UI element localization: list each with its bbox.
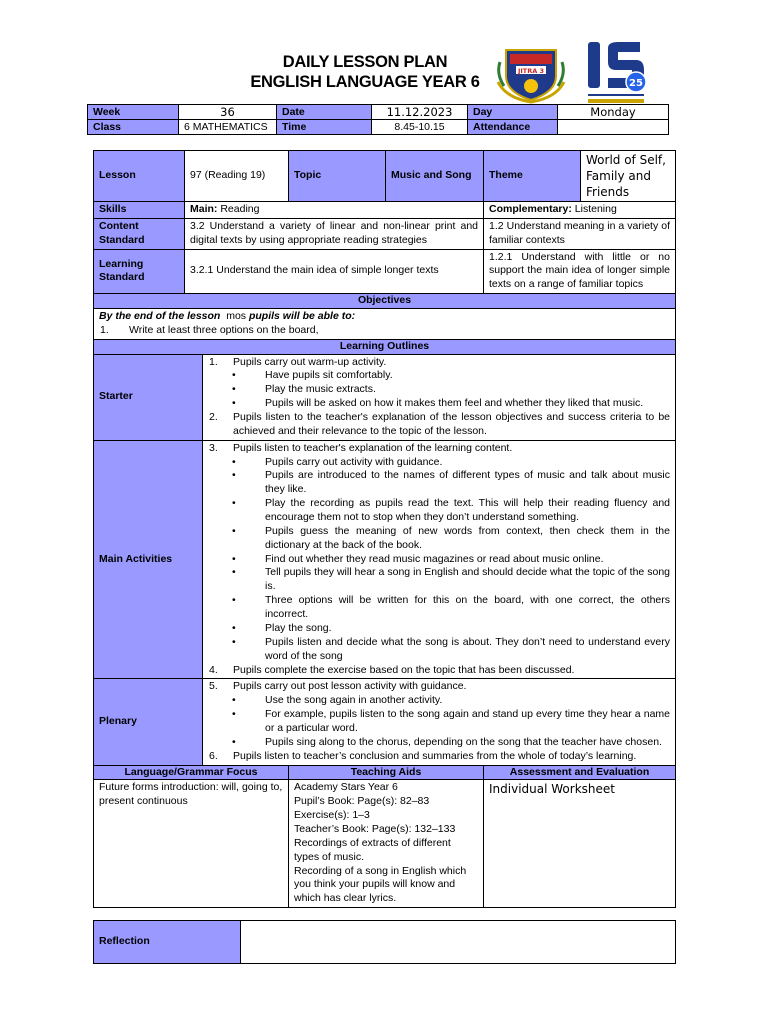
date-value: 11.12.2023	[372, 105, 468, 120]
list-item: Pupil’s Book: Page(s): 82–83	[294, 795, 430, 808]
info-table	[87, 104, 669, 135]
list-item: Exercise(s): 1–3	[294, 809, 370, 822]
list-item: Academy Stars Year 6	[294, 781, 398, 794]
learning-standard-comp: 1.2.1 Understand with little or no support the main idea of longer simple texts on a range of familiar topics	[484, 249, 676, 294]
plenary-step-5-number: 5.	[209, 680, 218, 693]
starter-content	[203, 354, 676, 440]
plenary-step-5	[203, 680, 670, 694]
topic-value: Music and Song	[386, 151, 484, 202]
list-item: • Pupils sing along to the chorus, depending on the song that the teacher have chosen.	[203, 736, 670, 750]
skills-main	[185, 202, 484, 219]
title-line-1: DAILY LESSON PLAN	[282, 53, 448, 71]
main-step-3-text: Pupils listen to teacher's explanation of the learning content.	[233, 441, 513, 454]
content-standard-label: Content Standard	[94, 218, 185, 249]
objectives-intro-a: By the end of the lesson	[99, 310, 221, 323]
main-bullets	[203, 456, 670, 664]
plenary-step-6-text: Pupils listen to teacher’s conclusion and summaries from the whole of today’s learning.	[233, 749, 637, 762]
main-step-4	[203, 664, 670, 678]
assessment-value: Individual Worksheet	[484, 780, 676, 908]
objective-item-number: 1.	[100, 323, 109, 336]
reflection-value	[241, 921, 676, 964]
starter-step-2	[203, 411, 670, 439]
skills-main-label: Main:	[190, 203, 218, 215]
main-step-4-text: Pupils complete the exercise based on the topic that has been discussed.	[233, 663, 575, 676]
skills-comp-label: Complementary:	[489, 203, 572, 215]
main-step-3	[203, 442, 670, 456]
anniversary-badge-text: 25	[629, 78, 643, 89]
assessment-label: Assessment and Evaluation	[484, 765, 676, 780]
list-item: • Use the song again in another activity.	[203, 694, 670, 708]
plenary-label: Plenary	[94, 679, 203, 765]
list-item: • Play the music extracts.	[203, 383, 670, 397]
objectives-heading: Objectives	[94, 294, 676, 309]
content-standard-comp: 1.2 Understand meaning in a variety of familiar contexts	[484, 218, 676, 249]
class-label: Class	[88, 120, 179, 135]
objective-item-text: Write at least three options on the board,	[129, 323, 319, 336]
list-item: • Find out whether they read music magazines or read about music online.	[203, 553, 670, 567]
list-item: • Pupils listen and decide what the song is about. They don’t need to understand every word of the song	[203, 636, 670, 664]
time-label: Time	[277, 120, 372, 135]
topic-label: Topic	[289, 151, 386, 202]
teaching-aids-label: Teaching Aids	[289, 765, 484, 780]
plenary-step-6	[203, 750, 670, 764]
reflection-table	[93, 920, 676, 964]
list-item: Teacher’s Book: Page(s): 132–133	[294, 822, 456, 835]
skills-main-value: Reading	[220, 203, 260, 215]
content-standard-main: 3.2 Understand a variety of linear and non-linear print and digital texts by using appropriate reading strategies	[185, 218, 484, 249]
page-title	[200, 52, 530, 92]
starter-step-1	[203, 356, 670, 370]
objectives-intro-c: pupils will be able to:	[248, 310, 356, 323]
grammar-focus-label: Language/Grammar Focus	[94, 765, 289, 780]
main-activities-content	[203, 440, 676, 679]
attendance-label: Attendance	[468, 120, 558, 135]
objectives-intro	[99, 310, 670, 324]
list-item: • Pupils are introduced to the names of different types of music and talk about music they like.	[203, 469, 670, 497]
lesson-value: 97 (Reading 19)	[185, 151, 289, 202]
starter-step-1-text: Pupils carry out warm-up activity.	[233, 355, 387, 368]
learning-outlines-heading: Learning Outlines	[94, 339, 676, 354]
day-value: Monday	[558, 105, 669, 120]
school-crest-logo	[496, 42, 566, 104]
main-step-3-number: 3.	[209, 441, 218, 454]
ministry-logo	[584, 38, 648, 108]
starter-step-1-number: 1.	[209, 355, 218, 368]
lesson-table	[93, 150, 676, 908]
list-item: • Play the recording as pupils read the text. This will help their reading fluency and encourage them not to stop when they don’t understand something.	[203, 497, 670, 525]
day-label: Day	[468, 105, 558, 120]
plenary-bullets	[203, 694, 670, 749]
crest-text: JITRA 3	[517, 67, 545, 75]
theme-label: Theme	[484, 151, 581, 202]
plenary-step-6-number: 6.	[209, 749, 218, 762]
week-label: Week	[88, 105, 179, 120]
main-step-4-number: 4.	[209, 663, 218, 676]
starter-bullets	[203, 369, 670, 411]
attendance-value	[558, 120, 669, 135]
starter-step-2-text: Pupils listen to the teacher's explanation of the lesson objectives and success criteria to be achieved and their relevance to the topic of the lesson.	[233, 411, 670, 437]
teaching-aids-list	[289, 780, 484, 908]
list-item: • Pupils will be asked on how it makes them feel and whether they liked that music.	[203, 397, 670, 411]
list-item: • Pupils carry out activity with guidance.	[203, 456, 670, 470]
time-value: 8.45-10.15	[372, 120, 468, 135]
learning-standard-label: Learning Standard	[94, 249, 185, 294]
lesson-label: Lesson	[94, 151, 185, 202]
skills-label: Skills	[94, 202, 185, 219]
list-item: Recordings of extracts of different types of music.	[294, 836, 451, 863]
class-value: 6 MATHEMATICS	[179, 120, 277, 135]
list-item: Recording of a song in English which you think your pupils will know and which has clear lyrics.	[294, 864, 467, 905]
list-item: • Have pupils sit comfortably.	[203, 369, 670, 383]
reflection-label: Reflection	[94, 921, 241, 964]
list-item: • Play the song.	[203, 622, 670, 636]
skills-complementary	[484, 202, 676, 219]
objectives-body	[94, 309, 676, 340]
list-item: • Pupils guess the meaning of new words from context, then check them in the dictionary at the back of the book.	[203, 525, 670, 553]
list-item: • For example, pupils listen to the song again and stand up every time they hear a name or a particular word.	[203, 708, 670, 736]
main-activities-label: Main Activities	[94, 440, 203, 679]
plenary-step-5-text: Pupils carry out post lesson activity with guidance.	[233, 680, 467, 693]
theme-value: World of Self, Family and Friends	[581, 151, 676, 202]
starter-step-2-number: 2.	[209, 411, 218, 424]
objective-item	[99, 324, 670, 338]
list-item: • Tell pupils they will hear a song in English and should decide what the topic of the song is.	[203, 566, 670, 594]
learning-standard-main: 3.2.1 Understand the main idea of simple longer texts	[185, 249, 484, 294]
objectives-intro-b: mos	[226, 310, 247, 323]
grammar-focus-value: Future forms introduction: will, going to, present continuous	[94, 780, 289, 908]
title-line-2: ENGLISH LANGUAGE YEAR 6	[250, 73, 480, 91]
list-item: • Three options will be written for this on the board, with one correct, the others incorrect.	[203, 594, 670, 622]
plenary-content	[203, 679, 676, 765]
skills-comp-value: Listening	[574, 203, 617, 215]
date-label: Date	[277, 105, 372, 120]
starter-label: Starter	[94, 354, 203, 440]
week-value: 36	[179, 105, 277, 120]
